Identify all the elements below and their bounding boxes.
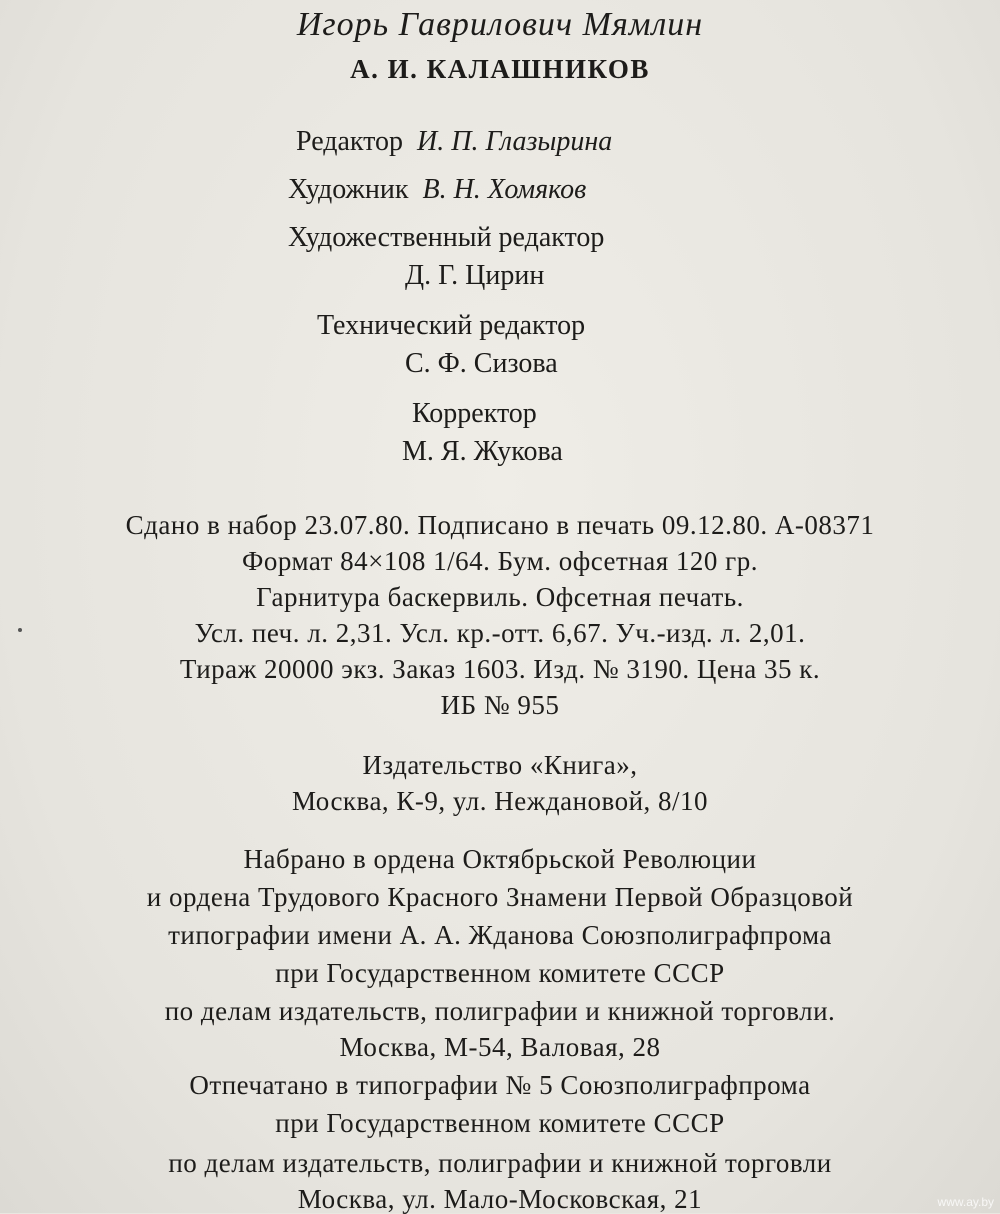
printing-line: Москва, М-54, Валовая, 28	[339, 1032, 661, 1062]
print-detail-line: Гарнитура баскервиль. Офсетная печать.	[256, 582, 744, 612]
credit-person: В. Н. Хомяков	[422, 174, 587, 205]
credit-role: Художник	[288, 174, 409, 205]
printing-line: Москва, ул. Мало-Московская, 21	[297, 1184, 703, 1214]
publisher-line: Издательство «Книга»,	[362, 750, 638, 780]
print-detail-line: Тираж 20000 экз. Заказ 1603. Изд. № 3190. Цена 35 к.	[179, 654, 821, 684]
credit-tech-editor-name: С. Ф. Сизова	[405, 348, 558, 379]
credit-editor	[296, 128, 612, 156]
print-detail-line: Усл. печ. л. 2,31. Усл. кр.-отт. 6,67. Уч.-изд. л. 2,01.	[194, 618, 806, 648]
credit-person: И. П. Глазырина	[417, 126, 613, 157]
author-name: Игорь Гаврилович Мямлин	[296, 6, 704, 43]
credit-art-editor-role: Художественный редактор	[288, 222, 605, 253]
credit-tech-editor-role: Технический редактор	[317, 310, 586, 341]
credit-art-editor-name: Д. Г. Цирин	[405, 260, 545, 291]
print-detail-line: Формат 84×108 1/64. Бум. офсетная 120 гр.	[242, 546, 758, 576]
book-title: А. И. КАЛАШНИКОВ	[350, 54, 650, 84]
credit-artist	[288, 176, 586, 204]
watermark: www.ay.by	[937, 1195, 994, 1209]
printing-line: типографии имени А. А. Жданова Союзполиграфпрома	[168, 920, 832, 950]
print-detail-line: ИБ № 955	[440, 690, 560, 720]
credit-proofreader-role: Корректор	[412, 398, 537, 429]
printing-line: при Государственном комитете СССР	[275, 1108, 725, 1138]
printing-line: по делам издательств, полиграфии и книжной торговли.	[164, 996, 836, 1026]
printing-line: и ордена Трудового Красного Знамени Первой Образцовой	[146, 882, 854, 912]
ink-speck	[18, 628, 22, 632]
printing-line: Набрано в ордена Октябрьской Революции	[243, 844, 757, 874]
printing-line: Отпечатано в типографии № 5 Союзполиграфпрома	[189, 1070, 811, 1100]
publisher-line: Москва, К-9, ул. Неждановой, 8/10	[291, 786, 709, 816]
credit-role: Редактор	[296, 126, 404, 157]
printing-line: при Государственном комитете СССР	[275, 958, 725, 988]
print-detail-line: Сдано в набор 23.07.80. Подписано в печать 09.12.80. А-08371	[125, 510, 875, 540]
printing-line: по делам издательств, полиграфии и книжной торговли	[168, 1148, 832, 1178]
credit-proofreader-name: М. Я. Жукова	[402, 436, 563, 467]
